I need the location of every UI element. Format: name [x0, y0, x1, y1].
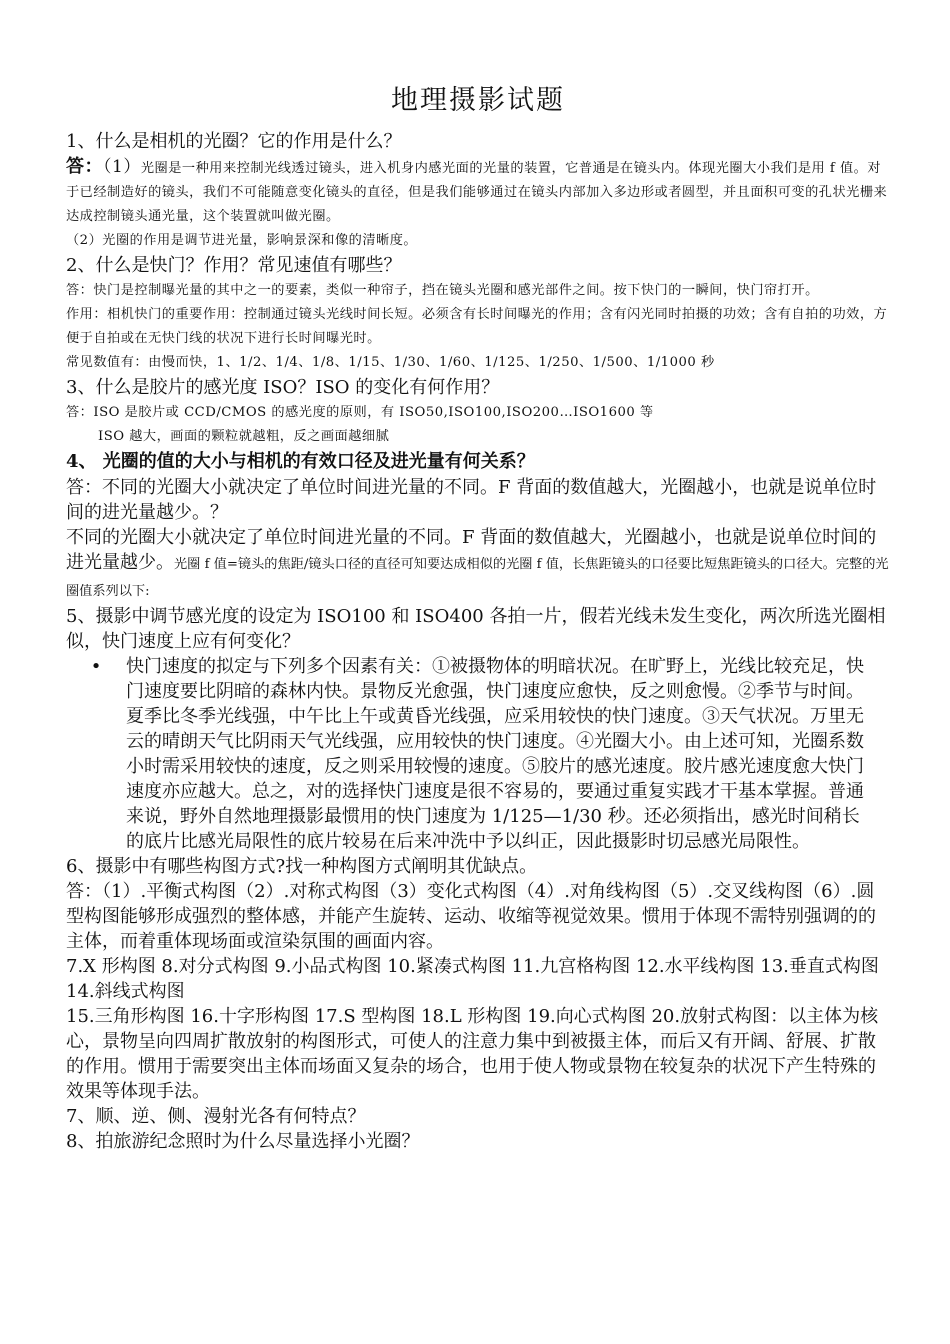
document-page — [66, 70, 890, 1154]
page-title: 地理摄影试题 — [391, 85, 565, 116]
question-8: 8、拍旅游纪念照时为什么尽量选择小光圈？ — [66, 1131, 420, 1152]
answer-6-part-2: 7.X 形构图 8.对分式构图 9.小品式构图 10.紧凑式构图 11.九宫格构图 12.水平线构图 13.垂直式构图 14.斜线式构图 — [66, 956, 879, 1002]
answer-5-item — [66, 654, 890, 854]
question-3: 3、什么是胶片的感光度 ISO？ISO 的变化有何作用？ — [66, 377, 500, 398]
answer-4-small-text: 光圈 f 值=镜头的焦距/镜头口径的直径可知要达成相似的光圈 f 值，长焦距镜头的口径要比短焦距镜头的口径大。完整的光圈值系列以下: — [66, 557, 889, 599]
question-1: 1、什么是相机的光圈？它的作用是什么？ — [66, 131, 402, 152]
answer-4-line-1: 答：不同的光圈大小就决定了单位时间进光量的不同。F 背面的数值越大，光圈越小，也就是说单位时间的进光量越少。？ — [66, 477, 877, 523]
answer-4-line-2 — [66, 525, 890, 604]
answer-3-line-2: ISO 越大，画面的颗粒就越粗，反之画面越细腻 — [98, 429, 390, 444]
bullet-icon: • — [90, 656, 102, 677]
question-4: 4、 光圈的值的大小与相机的有效口径及进光量有何关系？ — [66, 451, 535, 472]
answer-2-definition: 答：快门是控制曝光量的其中之一的要素，类似一种帘子，挡在镜头光圈和感光部件之间。按下快门的一瞬间，快门帘打开。 — [66, 283, 819, 298]
answer-4-large-text: 不同的光圈大小就决定了单位时间进光量的不同。F 背面的数值越大，光圈越小，也就是说单位时间的进光量越少。 — [66, 527, 877, 573]
answer-2-values: 常见数值有：由慢而快，1、1/2、1/4、1/8、1/15、1/30、1/60、1/125、1/250、1/500、1/1000 秒 — [66, 355, 715, 370]
question-7: 7、顺、逆、侧、漫射光各有何特点？ — [66, 1106, 366, 1127]
answer-5-text: 快门速度的拟定与下列多个因素有关：①被摄物体的明暗状况。在旷野上，光线比较充足，快门速度要比阴暗的森林内快。景物反光愈强，快门速度应愈快，反之则愈慢。②季节与时间。夏季比冬季光线强，中午比上午或黄昏光线强，应采用较快的快门速度。③天气状况。万里无云的晴朗天气比阴雨天气光线强，应用较快的快门速度。④光圈大小。由上述可知，光圈系数小时需采用较快的速度，反之则采用较慢的速度。⑤胶片的感光速度。胶片感光速度愈大快门速度亦应越大。总之，对的选择快门速度是很不容易的，要通过重复实践才干基本掌握。普通来说，野外自然地理摄影最惯用的快门速度为 1/125—1/30 秒。还必须指出，感光时间稍长的底片比感光局限性的底片较易在后来冲洗中予以纠正，因此摄影时切忌感光局限性。 — [126, 656, 864, 852]
answer-6-part-1: 答：（1）.平衡式构图（2）.对称式构图（3）变化式构图（4）.对角线构图（5）.交叉线构图（6）.圆型构图能够形成强烈的整体感，并能产生旋转、运动、收缩等视觉效果。惯用于体现不需特别强调的的主体，而着重体现场面或渲染氛围的画面内容。 — [66, 881, 876, 952]
answer-2-function: 作用：相机快门的重要作用：控制通过镜头光线时间长短。必须含有长时间曝光的作用；含有闪光同时拍摄的功效；含有自拍的功效，方便于自拍或在无快门线的状况下进行长时间曝光时。 — [66, 307, 888, 346]
answer-3-line-1: 答：ISO 是胶片或 CCD/CMOS 的感光度的原则，有 ISO50,ISO100,ISO200…ISO1600 等 — [66, 405, 654, 420]
answer-1-prefix: （1） — [103, 157, 141, 177]
answer-6-part-3: 15.三角形构图 16.十字形构图 17.S 型构图 18.L 形构图 19.向心式构图 20.放射式构图：以主体为核心，景物呈向四周扩散放射的构图形式，可使人的注意力集中到被摄主体，而后又有开阔、舒展、扩散的作用。惯用于需要突出主体而场面又复杂的场合，也用于使人物或景物在较复杂的状况下产生特殊的效果等体现手法。 — [66, 1006, 879, 1102]
question-6: 6、摄影中有哪些构图方式?找一种构图方式阐明其优缺点。 — [66, 856, 538, 877]
question-5: 5、摄影中调节感光度的设定为 ISO100 和 ISO400 各拍一片，假若光线未发生变化，两次所选光圈相似，快门速度上应有何变化？ — [66, 606, 886, 652]
answer-label: 答： — [66, 156, 103, 177]
question-2: 2、什么是快门？作用？常见速值有哪些？ — [66, 255, 402, 276]
answer-1-part-2: （2）光圈的作用是调节进光量，影响景深和像的清晰度。 — [66, 233, 418, 248]
answer-1-text: 光圈是一种用来控制光线透过镜头，进入机身内感光面的光量的装置，它普通是在镜头内。体现光圈大小我们是用 f 值。对于已经制造好的镜头，我们不可能随意变化镜头的直径，但是我们能够通过在镜头内部加入多边形或者圆型，并且面积可变的孔状光栅来达成控制镜头通光量，这个装置就叫做光圈。 — [66, 161, 888, 224]
answer-1-part-1 — [66, 155, 890, 229]
